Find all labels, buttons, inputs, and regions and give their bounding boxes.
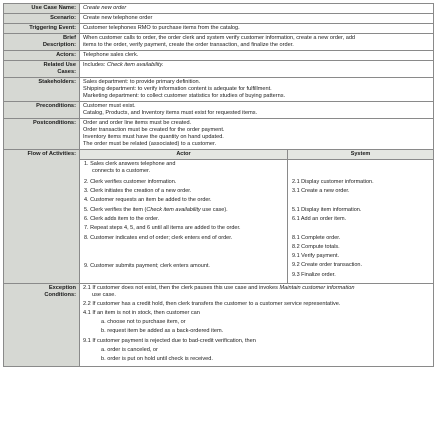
system-step-blank (292, 197, 431, 206)
related-use-cases-prefix: Includes: (83, 62, 107, 68)
brief-description-line: When customer calls to order, the order clerk and system verify customer information, create a new order, add (83, 35, 356, 41)
actor-step-text: 5. Clerk verifies the item ( (84, 206, 147, 213)
actor-step-1 (84, 161, 284, 177)
system-step-3-1: 3.1 Create a new order. (292, 188, 350, 195)
flow-of-activities-label: Flow of Activities: (4, 150, 80, 284)
actor-step-link: Check item availability (146, 206, 201, 213)
system-step-5-1: 5.1 Display item information. (292, 206, 362, 213)
actor-step-2: 2. Clerk verifies customer information. (84, 178, 177, 185)
system-steps (288, 159, 434, 282)
brief-description-label-line2: Description: (42, 42, 76, 48)
exception-label-line2: Conditions: (44, 291, 76, 298)
postcondition-line: Order and order line items must be created. (83, 120, 192, 126)
actor-step-text: connects to a customer. (92, 167, 151, 174)
exception-label-line1: Exception (48, 284, 76, 291)
preconditions-value (80, 102, 434, 119)
exception-9-1: 9.1 If customer payment is rejected due to bad-credit verification, then (83, 337, 256, 344)
brief-description-value (80, 34, 434, 51)
use-case-table (3, 3, 434, 367)
actors-label: Actors: (4, 51, 80, 61)
brief-description-label (4, 34, 80, 51)
related-use-cases-label-line2: Cases: (57, 69, 76, 75)
row-stakeholders (4, 78, 434, 102)
postconditions-label: Postconditions: (4, 119, 80, 150)
stakeholder-line: Shipping department: to verify information content is adequate for fulfillment. (83, 86, 272, 92)
exception-2-1-cont: use case. (92, 291, 116, 298)
stakeholders-value (80, 78, 434, 102)
exception-9-1-b: b. order is put on hold until check is received. (101, 355, 213, 362)
flow-table (80, 150, 433, 283)
row-flow-of-activities (4, 150, 434, 284)
scenario-label: Scenario: (4, 14, 80, 24)
system-step-blank (292, 161, 431, 177)
exception-conditions-value (80, 283, 434, 367)
related-use-case-link: Check item availability. (106, 62, 164, 68)
row-postconditions (4, 119, 434, 150)
system-step-9-2: 9.2 Create order transaction. (292, 262, 363, 269)
related-use-cases-value (80, 61, 434, 78)
preconditions-label: Preconditions: (4, 102, 80, 119)
precondition-line: Catalog, Products, and Inventory items must exist for requested items. (83, 110, 258, 116)
system-step-8-1: 8.1 Complete order. (292, 234, 341, 241)
postcondition-line: Order transaction must be created for the order payment. (83, 127, 225, 133)
actor-step-4: 4. Customer requests an item be added to the order. (84, 197, 212, 204)
actor-step-6: 6. Clerk adds item to the order. (84, 215, 160, 222)
row-exception-conditions (4, 283, 434, 367)
actor-steps (80, 159, 288, 282)
exception-4-1-b: b. request item be added as a back-ordered item. (101, 328, 224, 335)
system-step-9-3: 9.3 Finalize order. (292, 271, 336, 278)
row-scenario (4, 14, 434, 24)
stakeholders-label: Stakeholders: (4, 78, 80, 102)
system-step-8-2: 8.2 Compute totals. (292, 243, 340, 250)
actor-column-header: Actor (80, 150, 288, 159)
exception-4-1-a: a. choose not to purchase item, or (101, 319, 186, 326)
exception-text: 2.1 If customer does not exist, then the clerk pauses this use case and invokes (83, 284, 280, 291)
brief-description-line: items to the order, verify payment, create the order transaction, and finalize the order. (83, 42, 294, 48)
related-use-cases-label (4, 61, 80, 78)
use-case-name-value: Create new order (80, 4, 434, 14)
row-use-case-name (4, 4, 434, 14)
row-preconditions (4, 102, 434, 119)
system-step-blank (292, 225, 431, 234)
postcondition-line: The order must be related (associated) to a customer. (83, 141, 217, 147)
system-step-9-1: 9.1 Verify payment. (292, 253, 340, 260)
precondition-line: Customer must exist. (83, 103, 136, 109)
system-step-6-1: 6.1 Add an order item. (292, 215, 347, 222)
actor-step-7: 7. Repeat steps 4, 5, and 6 until all items are added to the order. (84, 225, 241, 232)
actor-step-8: 8. Customer indicates end of order; clerk enters end of order. (84, 234, 233, 241)
use-case-name-label: Use Case Name: (4, 4, 80, 14)
exception-4-1: 4.1 If an item is not in stock, then customer can (83, 309, 200, 316)
actor-step-text: 1. Sales clerk answers telephone and (84, 160, 176, 167)
exception-conditions-label (4, 283, 80, 367)
scenario-value: Create new telephone order (80, 14, 434, 24)
related-use-cases-label-line1: Related Use (43, 62, 76, 68)
postconditions-value (80, 119, 434, 150)
exception-2-1 (83, 285, 430, 292)
row-related-use-cases (4, 61, 434, 78)
triggering-event-label: Triggering Event: (4, 24, 80, 34)
actor-step-3: 3. Clerk initiates the creation of a new order. (84, 188, 192, 195)
stakeholder-line: Sales department: to provide primary definition. (83, 79, 201, 85)
postcondition-line: Inventory items must have the quantity on hand updated. (83, 134, 224, 140)
row-actors (4, 51, 434, 61)
system-column-header: System (288, 150, 434, 159)
actor-step-5 (84, 207, 284, 216)
row-triggering-event (4, 24, 434, 34)
triggering-event-value: Customer telephones RMO to purchase items from the catalog. (80, 24, 434, 34)
actors-value: Telephone sales clerk. (80, 51, 434, 61)
exception-9-1-a: a. order is canceled, or (101, 346, 158, 353)
row-brief-description (4, 34, 434, 51)
system-step-2-1: 2.1 Display customer information. (292, 178, 374, 185)
brief-description-label-line1: Brief (63, 35, 76, 41)
exception-link: Maintain customer information (279, 284, 355, 291)
actor-step-9: 9. Customer submits payment; clerk enters amount. (84, 262, 210, 269)
stakeholder-line: Marketing department: to collect customer statistics for studies of buying patterns. (83, 93, 286, 99)
flow-of-activities-value (80, 150, 434, 284)
actor-step-text: use case). (200, 206, 228, 213)
exception-2-2: 2.2 If customer has a credit hold, then clerk transfers the customer to a customer service representative. (83, 300, 341, 307)
